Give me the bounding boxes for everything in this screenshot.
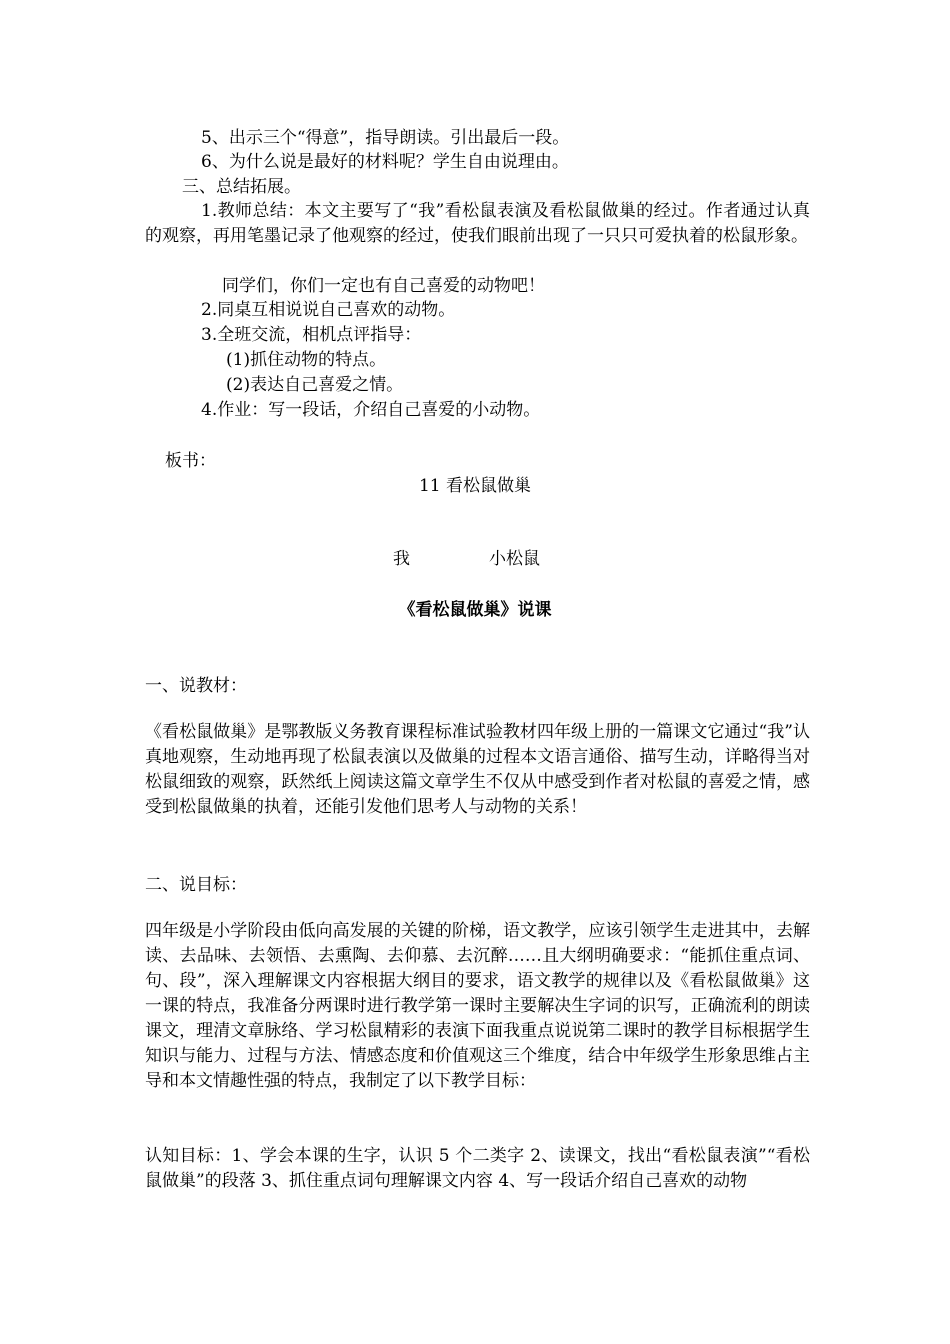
heading-teaching-material: 一、说教材： (145, 676, 247, 696)
board-right-word: 小松鼠 (489, 549, 540, 569)
teaching-material-paragraph: 《看松鼠做巢》是鄂教版义务教育课程标准试验教材四年级上册的一篇课文它通过“我”认真地观察，生动地再现了松鼠表演以及做巢的过程本文语言通俗、描写生动，详略得当对松鼠细致的观察，跃然纸上阅读这篇文章学生不仅从中感受到作者对松鼠的喜爱之情，感受到松鼠做巢的执着，还能引发他们思考人与动物的关系！ (145, 722, 810, 817)
sub-point-2: (2)表达自己喜爱之情。 (226, 375, 404, 395)
board-label: 板书： (165, 451, 216, 471)
heading-objectives: 二、说目标： (145, 875, 247, 895)
step6-text: 6、为什么说是最好的材料呢？学生自由说理由。 (201, 152, 569, 172)
sub-point-1: (1)抓住动物的特点。 (226, 350, 387, 370)
teacher-summary-paragraph: 1.教师总结：本文主要写了“我”看松鼠表演及看松鼠做巢的经过。作者通过认真的观察，再用笔墨记录了他观察的经过，使我们眼前出现了一只只可爱执着的松鼠形象。 (145, 201, 810, 246)
step5-text: 5、出示三个“得意”，指导朗读。引出最后一段。 (201, 128, 570, 148)
item2-text: 2.同桌互相说说自己喜欢的动物。 (201, 300, 456, 320)
classmates-line: 同学们，你们一定也有自己喜爱的动物吧！ (222, 276, 545, 296)
lecture-title: 《看松鼠做巢》说课 (398, 600, 552, 620)
section3-heading: 三、总结拓展。 (182, 177, 301, 197)
homework-text: 4.作业：写一段话，介绍自己喜爱的小动物。 (201, 400, 541, 420)
item3-text: 3.全班交流，相机点评指导： (201, 325, 422, 345)
board-title: 11 看松鼠做巢 (418, 476, 532, 496)
board-left-word: 我 (393, 549, 410, 569)
cognitive-objectives-paragraph: 认知目标：1、学会本课的生字，认识 5 个二类字 2、读课文，找出“看松鼠表演”“看松鼠做巢”的段落 3、抓住重点词句理解课文内容 4、写一段话介绍自己喜欢的动物 (145, 1146, 810, 1191)
objectives-paragraph: 四年级是小学阶段由低向高发展的关键的阶梯，语文教学，应该引领学生走进其中，去解读、去品味、去领悟、去熏陶、去仰慕、去沉醉……且大纲明确要求：“能抓住重点词、句、段”，深入理解课文内容根据大纲目的要求，语文教学的规律以及《看松鼠做巢》这一课的特点，我准备分两课时进行教学第一课时主要解决生字词的识写，正确流利的朗读课文，理清文章脉络、学习松鼠精彩的表演下面我重点说说第二课时的教学目标根据学生知识与能力、过程与方法、情感态度和价值观这三个维度，结合中年级学生形象思维占主导和本文情趣性强的特点，我制定了以下教学目标： (145, 921, 810, 1091)
